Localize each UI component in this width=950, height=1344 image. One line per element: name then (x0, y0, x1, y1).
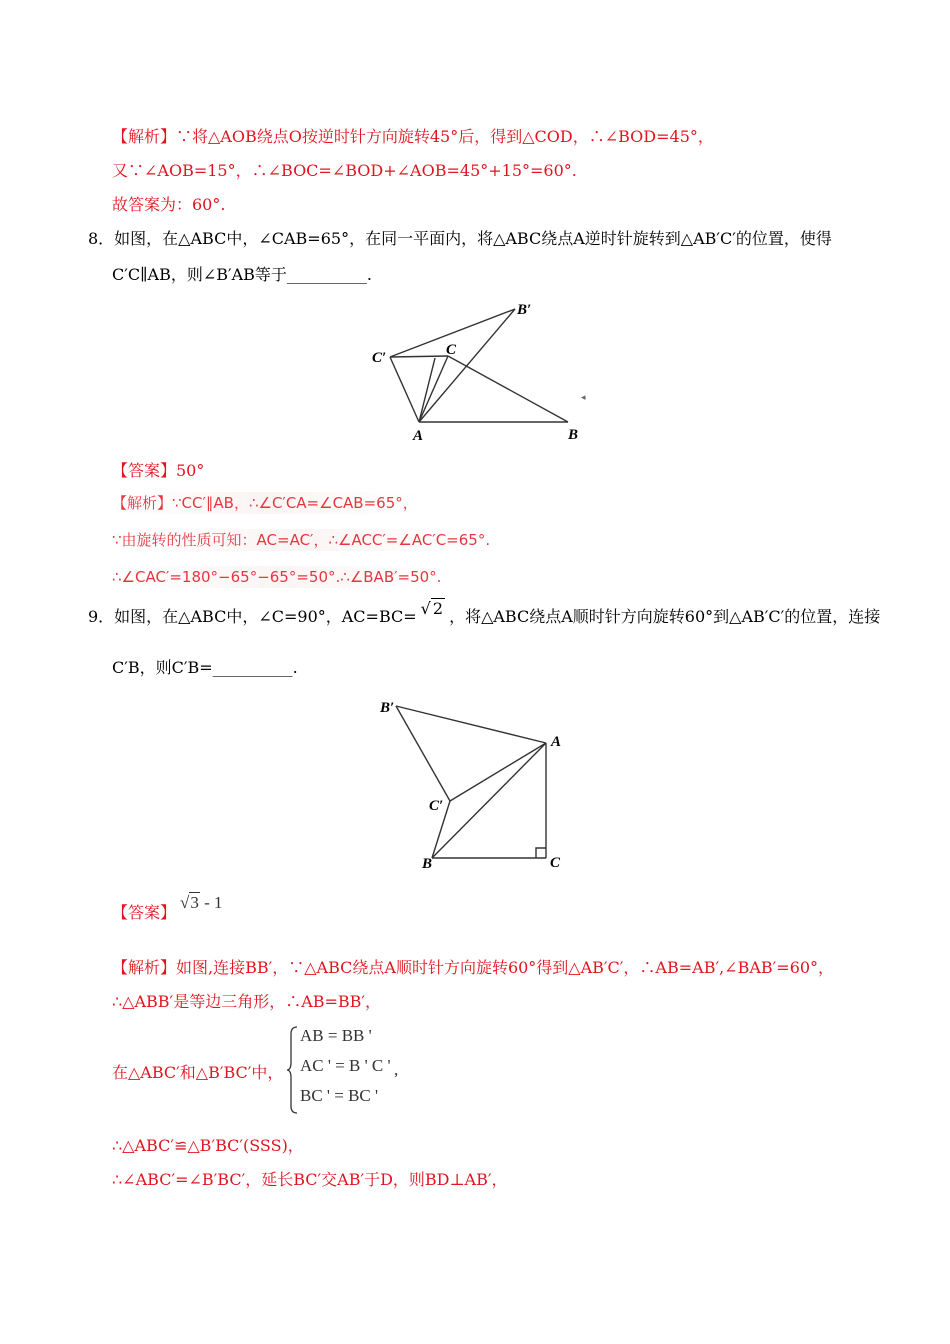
q8-question-line2: C′C∥AB，则∠B′AB等于__________. (112, 265, 373, 284)
q9-sqrt2: √ 2 (420, 599, 444, 618)
q9-label-b: B (422, 856, 433, 872)
q8-stray-mark: ◂ (581, 392, 586, 402)
q9-figure (370, 690, 580, 880)
q8-analysis-line2: ∵由旋转的性质可知：AC=AC′，∴∠ACC′=∠AC′C=65°. (112, 531, 491, 549)
q9-answer-value: √3 - 1 (180, 893, 223, 912)
q8-answer: 【答案】50° (112, 461, 205, 480)
q9-stem-part1: 9．如图，在△ABC中，∠C=90°，AC=BC= (88, 607, 417, 626)
q7-analysis-line1: 【解析】∵将△AOB绕点O按逆时针方向旋转45°后，得到△COD，∴∠BOD=45°， (112, 127, 714, 146)
q9-question-line2: C′B，则C′B=__________. (112, 658, 298, 677)
q9-label-c-prime: C′ (429, 798, 444, 814)
q9-answer-label: 【答案】 (112, 903, 177, 922)
left-brace-icon (286, 1026, 300, 1114)
q8-question-line1: 8．如图，在△ABC中，∠CAB=65°，在同一平面内，将△ABC绕点A逆时针旋转到△AB′C′的位置，使得 (88, 229, 832, 248)
q8-label-b: B (568, 427, 579, 443)
q9-question-line1 (88, 599, 881, 628)
q7-answer-line: 故答案为：60°. (112, 195, 226, 214)
q8-label-c-prime: C′ (372, 350, 387, 366)
q9-analysis-line5: ∴∠ABC′=∠B′BC′，延长BC′交AB′于D，则BD⊥AB′， (112, 1170, 508, 1189)
q9-analysis-line1: 【解析】如图,连接BB′，∵△ABC绕点A顺时针方向旋转60°得到△AB′C′，∴AB=AB′,∠BAB′=60°， (112, 958, 835, 977)
q8-analysis-line1: 【解析】∵CC′∥AB，∴∠C′CA=∠CAB=65°， (112, 494, 418, 512)
system-eq-2: AC ' = B ' C ' (300, 1056, 391, 1075)
q9-answer-radicand: 3 (190, 893, 199, 912)
q8-figure (360, 296, 600, 446)
q9-label-b-prime: B′ (380, 700, 395, 716)
q8-label-c: C (446, 342, 457, 358)
q8-analysis-line3: ∴∠CAC′=180°−65°−65°=50°.∴∠BAB′=50°. (112, 568, 442, 586)
q8-label-a: A (413, 428, 424, 444)
q9-equation-system (286, 1024, 426, 1116)
q9-answer-rest: - 1 (199, 893, 223, 912)
q9-analysis-line4: ∴△ABC′≌△B′BC′(SSS)， (112, 1136, 304, 1155)
q9-sqrt2-radicand: 2 (432, 599, 444, 618)
q9-label-a: A (551, 734, 562, 750)
q8-seg-aprime (390, 357, 419, 422)
q9-answer-line (112, 893, 223, 924)
system-eq-3: BC ' = BC ' (300, 1086, 379, 1105)
q9-analysis-line3-label: 在△ABC′和△B′BC′中， (112, 1063, 284, 1082)
q7-analysis-line2: 又∵∠AOB=15°，∴∠BOC=∠BOD+∠AOB=45°+15°=60°. (112, 161, 577, 180)
q9-label-c: C (550, 855, 561, 871)
system-eq-1: AB = BB ' (300, 1026, 372, 1045)
q9-stem-part2: ，将△ABC绕点A顺时针方向旋转60°到△AB′C′的位置，连接 (449, 607, 881, 626)
q9-analysis-line2: ∴△ABB′是等边三角形，∴AB=BB′， (112, 992, 382, 1011)
system-tail-comma: , (394, 1060, 399, 1079)
q8-label-b-prime: B′ (517, 302, 532, 318)
